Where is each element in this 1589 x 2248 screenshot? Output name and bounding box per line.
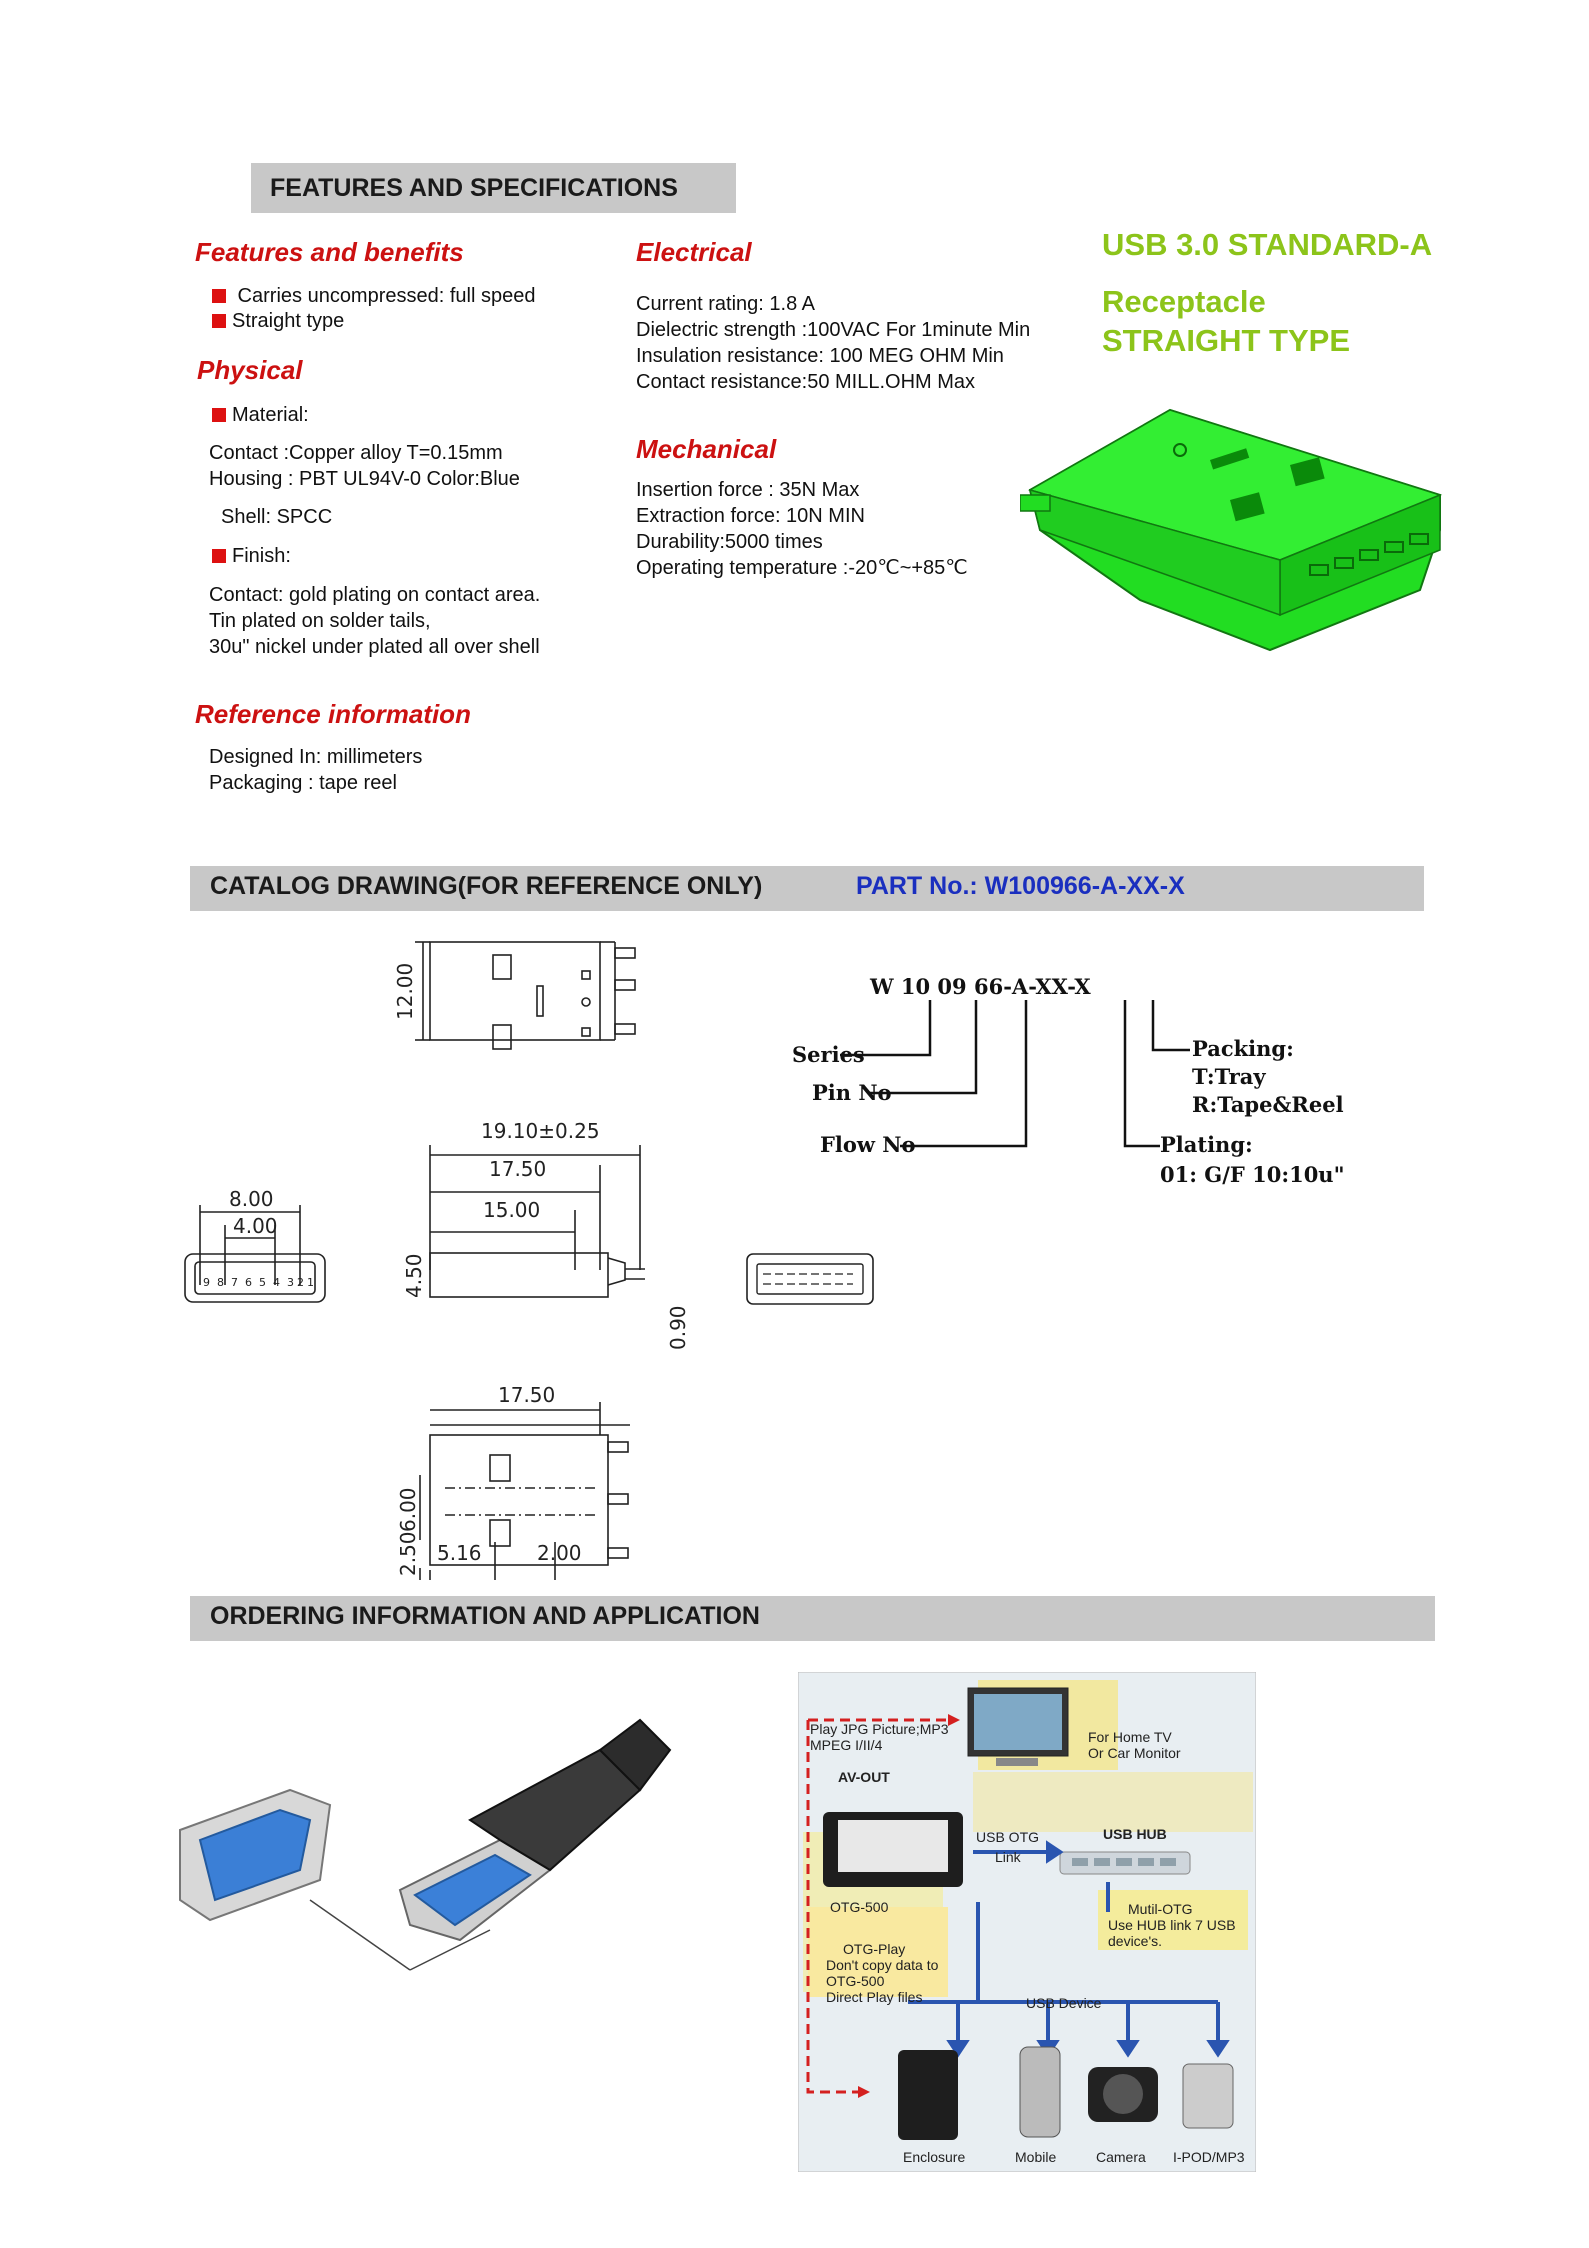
- dim-8: 8.00: [229, 1187, 274, 1211]
- finish-line-3: 30u" nickel under plated all over shell: [209, 636, 540, 658]
- pin-number: 9: [203, 1276, 210, 1289]
- part-number: PART No.: W100966-A-XX-X: [856, 872, 1185, 900]
- features-heading: Features and benefits: [195, 237, 464, 267]
- usb-connector-3d-image: [1020, 400, 1460, 660]
- pin-number: 6: [245, 1276, 252, 1289]
- dim-6: 6.00: [396, 1487, 420, 1532]
- label-packing-t: T:Tray: [1192, 1064, 1266, 1089]
- reference-line-2: Packaging : tape reel: [209, 772, 397, 794]
- contact-material: Contact :Copper alloy T=0.15mm: [209, 442, 503, 464]
- application-diagram: [798, 1672, 1256, 2172]
- app-av-out: AV-OUT: [838, 1769, 890, 1785]
- finish-line-1: Contact: gold plating on contact area.: [209, 584, 541, 606]
- features-header-title: FEATURES AND SPECIFICATIONS: [270, 174, 678, 202]
- app-home-tv-1: For Home TV: [1088, 1729, 1172, 1745]
- rear-view-drawing: [745, 1250, 875, 1310]
- label-pin-no: Pin No: [812, 1080, 892, 1105]
- app-multi-otg-2: Use HUB link 7 USB: [1108, 1917, 1236, 1933]
- label-packing: Packing:: [1192, 1036, 1294, 1061]
- mechanical-line-2: Extraction force: 10N MIN: [636, 505, 865, 527]
- pin-number: 4: [273, 1276, 280, 1289]
- dim-250: 2.50: [396, 1531, 420, 1576]
- dim-450: 4.50: [402, 1253, 426, 1298]
- catalog-header-title: CATALOG DRAWING(FOR REFERENCE ONLY): [210, 872, 763, 900]
- housing-material: Housing : PBT UL94V-0 Color:Blue: [209, 468, 520, 490]
- dim-090: 0.90: [666, 1305, 690, 1350]
- dim-2: 2.00: [537, 1541, 582, 1565]
- pin-number: 2: [297, 1276, 304, 1289]
- app-home-tv-2: Or Car Monitor: [1088, 1745, 1181, 1761]
- app-usb-otg-link: Link: [995, 1849, 1021, 1865]
- dim-516: 5.16: [437, 1541, 482, 1565]
- app-otg-play-3: OTG-500: [826, 1973, 885, 1989]
- app-usb-otg: USB OTG: [976, 1829, 1040, 1845]
- label-packing-r: R:Tape&Reel: [1192, 1092, 1344, 1117]
- pin-number: 8: [217, 1276, 224, 1289]
- usb-plug-receptacle-image: [170, 1710, 690, 1990]
- app-usb-hub: USB HUB: [1103, 1826, 1167, 1842]
- pin-number: 7: [231, 1276, 238, 1289]
- dim-1750b: 17.50: [498, 1383, 556, 1407]
- electrical-line-1: Current rating: 1.8 A: [636, 293, 815, 315]
- app-otg-play-1: OTG-Play: [843, 1941, 906, 1957]
- product-subtitle: Receptacle: [1102, 284, 1266, 319]
- label-plating: Plating:: [1160, 1132, 1253, 1157]
- product-title: USB 3.0 STANDARD-A: [1102, 227, 1433, 262]
- app-play-jpg-2: MPEG I/II/4: [810, 1737, 883, 1753]
- reference-line-1: Designed In: millimeters: [209, 746, 423, 768]
- dim-12: 12.00: [393, 962, 417, 1020]
- finish-line-2: Tin plated on solder tails,: [209, 610, 431, 632]
- label-plating-val: 01: G/F 10:10u": [1160, 1162, 1345, 1187]
- bullet-square-icon: [212, 314, 226, 328]
- pin-number: 1: [307, 1276, 314, 1289]
- mechanical-line-4: Operating temperature :-20℃~+85℃: [636, 557, 968, 579]
- bullet-square-icon: [212, 289, 226, 303]
- app-device-mobile: Mobile: [1015, 2149, 1057, 2165]
- label-series: Series: [792, 1042, 865, 1067]
- app-multi-otg-1: Mutil-OTG: [1128, 1901, 1193, 1917]
- dim-1750: 17.50: [489, 1157, 547, 1181]
- catalog-drawing: [175, 920, 735, 1580]
- pin-number: 5: [259, 1276, 266, 1289]
- dim-19: 19.10±0.25: [481, 1119, 600, 1143]
- app-device-camera: Camera: [1096, 2149, 1146, 2165]
- mechanical-line-1: Insertion force : 35N Max: [636, 479, 860, 501]
- reference-heading: Reference information: [195, 699, 471, 729]
- app-device-enclosure: Enclosure: [903, 2149, 966, 2165]
- feature-item-1: Carries uncompressed: full speed: [212, 283, 535, 309]
- app-otg-play-4: Direct Play files: [826, 1989, 923, 2005]
- app-otg-play-2: Don't copy data to: [826, 1957, 939, 1973]
- label-flow-no: Flow No: [820, 1132, 916, 1157]
- physical-heading: Physical: [197, 355, 303, 385]
- material-label: Material:: [212, 402, 309, 428]
- shell-material: Shell: SPCC: [221, 506, 333, 528]
- finish-label: Finish:: [212, 543, 291, 569]
- app-otg500: OTG-500: [830, 1899, 889, 1915]
- dim-4: 4.00: [233, 1214, 278, 1238]
- bullet-square-icon: [212, 408, 226, 422]
- app-play-jpg-1: Play JPG Picture;MP3: [810, 1721, 949, 1737]
- electrical-line-2: Dielectric strength :100VAC For 1minute Min: [636, 319, 1031, 341]
- mechanical-heading: Mechanical: [636, 434, 777, 464]
- electrical-line-4: Contact resistance:50 MILL.OHM Max: [636, 371, 976, 393]
- electrical-heading: Electrical: [636, 237, 752, 267]
- part-code-diagram: [780, 960, 1420, 1200]
- pin-number: 3: [287, 1276, 294, 1289]
- ordering-header-title: ORDERING INFORMATION AND APPLICATION: [210, 1602, 760, 1630]
- feature-item-2: Straight type: [212, 308, 344, 334]
- mechanical-line-3: Durability:5000 times: [636, 531, 823, 553]
- electrical-line-3: Insulation resistance: 100 MEG OHM Min: [636, 345, 1004, 367]
- dim-15: 15.00: [483, 1198, 541, 1222]
- app-multi-otg-3: device's.: [1108, 1933, 1163, 1949]
- app-usb-device: USB Device: [1026, 1995, 1102, 2011]
- part-code: W 10 09 66-A-XX-X: [870, 974, 1091, 999]
- app-device-ipod: I-POD/MP3: [1173, 2149, 1245, 2165]
- bullet-square-icon: [212, 549, 226, 563]
- product-type: STRAIGHT TYPE: [1102, 323, 1351, 358]
